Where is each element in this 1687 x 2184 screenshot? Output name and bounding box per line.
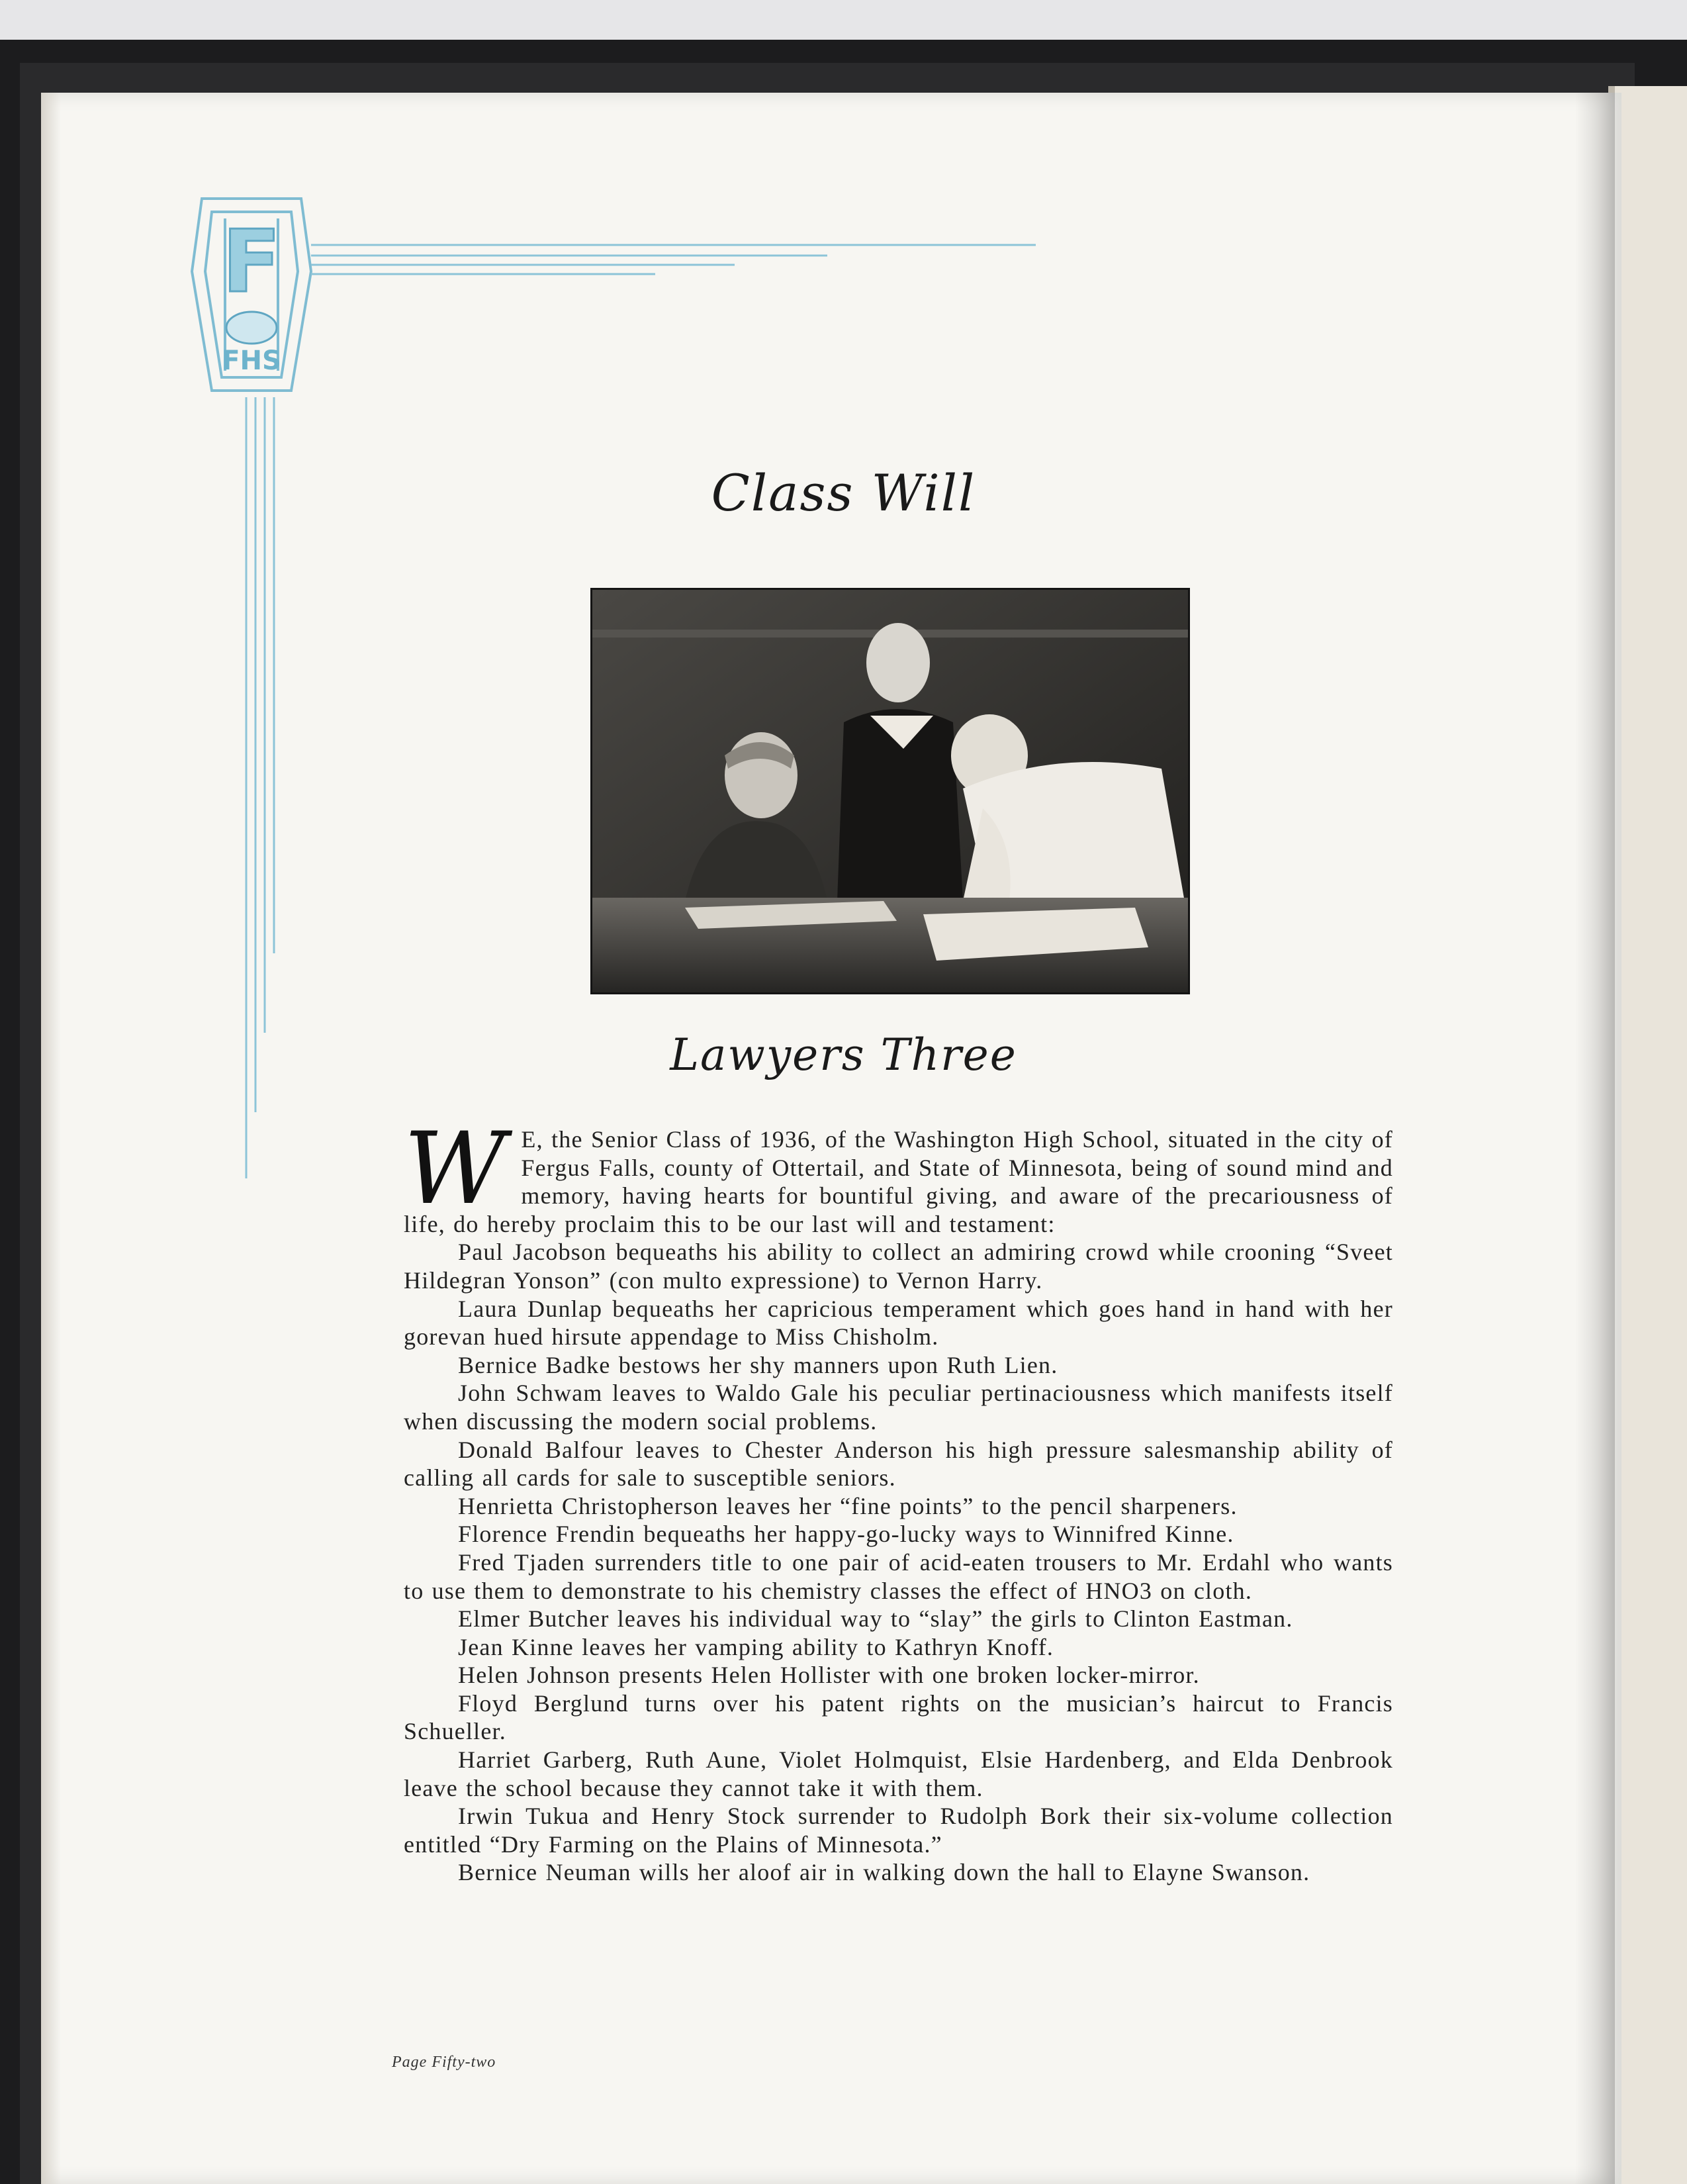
horizontal-rule-lines (311, 244, 1039, 277)
bequest-item: Jean Kinne leaves her vamping ability to Kathryn Knoff. (458, 1633, 1054, 1660)
bequest-item: Donald Balfour leaves to Chester Anderson his high pressure salesmanship ability of calling all cards for sale to susceptible seniors. (404, 1436, 1393, 1492)
bequest-item: Floyd Berglund turns over his patent rights on the musician’s haircut to Francis Schueller. (404, 1689, 1393, 1745)
bequest-item: Paul Jacobson bequeaths his ability to collect an admiring crowd while crooning “Sveet Hildegran Yonson” (con multo expressione) to Vernon Harry. (404, 1239, 1393, 1294)
bequest-item: Bernice Badke bestows her shy manners upon Ruth Lien. (458, 1351, 1058, 1378)
bequest-item: Laura Dunlap bequeaths her capricious temperament which goes hand in hand with her gorevan hued hirsute appendage to Miss Chisholm. (404, 1295, 1393, 1351)
photo-caption: Lawyers Three (670, 1029, 1017, 1080)
bequest-item: Florence Frendin bequeaths her happy-go-lucky ways to Winnifred Kinne. (458, 1521, 1234, 1548)
page-title: Class Will (711, 463, 976, 522)
class-photo (590, 588, 1190, 994)
photo-image (592, 590, 1188, 992)
bequest-item: Harriet Garberg, Ruth Aune, Violet Holmquist, Elsie Hardenberg, and Elda Denbrook leave the school because they cannot take it with them. (404, 1746, 1393, 1801)
emblem-initials: FHS (222, 346, 281, 376)
intro-text: E, the Senior Class of 1936, of the Washington High School, situated in the city of Fergus Falls, county of Ottertail, and State of Minnesota, being of sound mind and memory, having hearts for bountiful giving, and aware of the precariousness of life, do hereby proclaim this to be our last will and testament: (404, 1126, 1393, 1237)
bequest-item: Henrietta Christopherson leaves her “fine points” to the pencil sharpeners. (458, 1492, 1238, 1519)
intro-paragraph (404, 1112, 1393, 1238)
bequest-item: Elmer Butcher leaves his individual way to “slay” the girls to Clinton Eastman. (458, 1605, 1293, 1633)
school-emblem-icon (185, 192, 318, 404)
page-number: Page Fifty-two (392, 2054, 496, 2071)
bequest-item: Bernice Neuman wills her aloof air in walking down the hall to Elayne Swanson. (458, 1859, 1310, 1886)
emblem-letter: F (222, 211, 281, 312)
class-will-text (404, 1112, 1393, 1887)
spine-shadow (1575, 93, 1615, 2184)
bequest-item: Helen Johnson presents Helen Hollister with one broken locker-mirror. (458, 1662, 1200, 1689)
bequest-item: Fred Tjaden surrenders title to one pair of acid-eaten trousers to Mr. Erdahl who wants to use them to demonstrate to his chemistry classes the effect of HNO3 on cloth. (404, 1548, 1393, 1604)
page-edge-shadow (41, 93, 61, 2184)
bequest-item: Irwin Tukua and Henry Stock surrender to Rudolph Bork their six-volume collection entitled “Dry Farming on the Plains of Minnesota.” (404, 1803, 1393, 1858)
bequest-item: John Schwam leaves to Waldo Gale his peculiar pertinaciousness which manifests itself when discussing the modern social problems. (404, 1380, 1393, 1435)
scanner-bed (0, 0, 1687, 40)
drop-cap: W (404, 1112, 507, 1227)
